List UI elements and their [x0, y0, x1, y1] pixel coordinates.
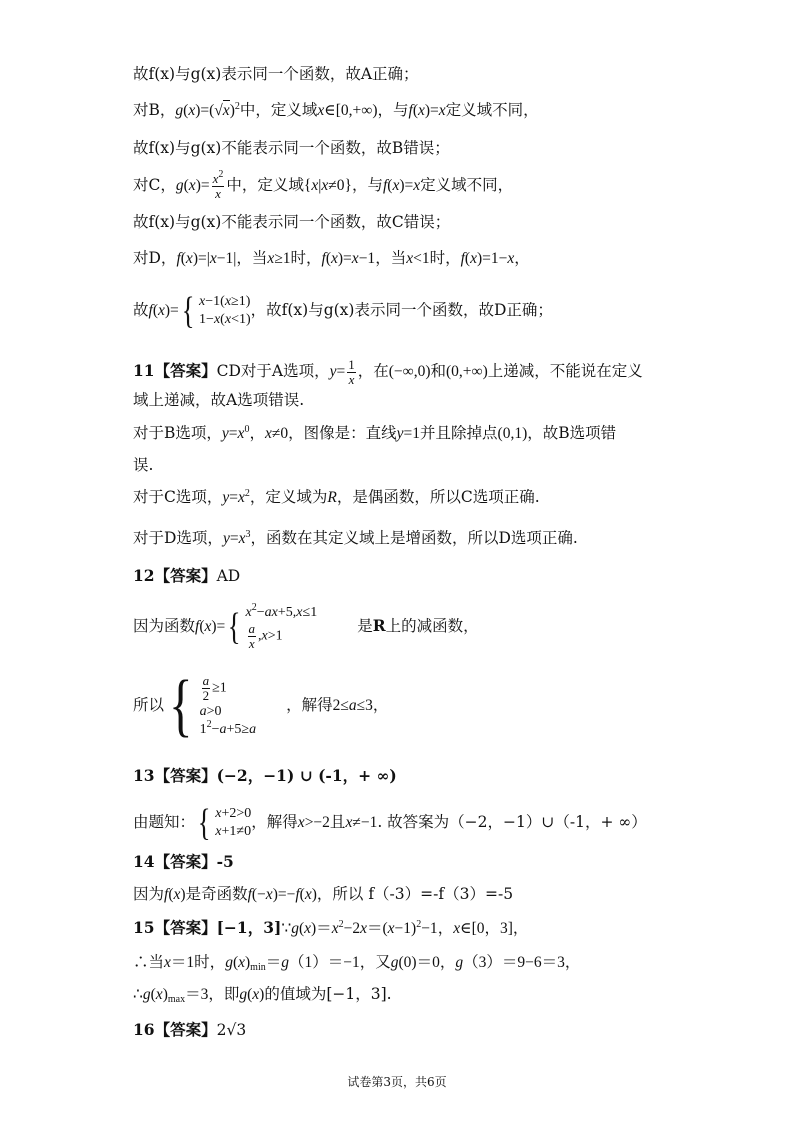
text: ，是偶函数，所以C选项正确. — [336, 488, 540, 506]
q13-line1 — [133, 766, 397, 786]
text: ，与 — [351, 176, 383, 195]
q14-line2 — [133, 884, 513, 905]
line-conclusion-c — [133, 212, 450, 232]
answer-label: 【答案】 — [154, 566, 217, 585]
math-domain-set: {x|x≠0} — [303, 177, 352, 195]
math-abs: f(x)=|x−1| — [176, 250, 237, 267]
q11-line3 — [133, 423, 616, 444]
text: ∵ — [281, 919, 292, 937]
math-g3: g（3）＝9−6＝3， — [455, 954, 581, 971]
math-fx: f(x)= — [195, 618, 226, 635]
q15-line2 — [133, 952, 580, 973]
q14-line1 — [133, 852, 234, 872]
line-piecewise-d — [133, 292, 553, 330]
text: ，当 — [375, 249, 407, 267]
math-cond: x≥1 — [267, 250, 291, 267]
question-number: 11 — [133, 361, 155, 381]
answer-label: 【答案】 — [154, 852, 217, 871]
text: 故f(x)与g(x)不能表示同一个函数，故B错误； — [133, 139, 450, 157]
answer-label: 【答案】 — [154, 918, 217, 937]
text: 对于D选项， — [133, 529, 223, 547]
math-domain: x∈[0,+∞) — [317, 102, 378, 119]
text: ，在 — [357, 362, 389, 381]
text: 并且除掉点 — [420, 424, 498, 442]
text: ，所以 f（-3）=-f（3）=-5 — [316, 885, 514, 903]
answer-value: 2√3 — [216, 1021, 247, 1039]
inequality-system: { x+2>0 x+1≠0 — [197, 802, 252, 844]
math-g0: g(0)＝0 — [390, 954, 440, 971]
line-option-d: 对D，f(x)=|x−1|，当x≥1时，f(x)=x−1，当x<1时，f(x)=1−x， — [133, 249, 530, 267]
q16-line1 — [133, 1020, 246, 1040]
text: ∴当 — [133, 953, 165, 971]
text: 对B， — [133, 101, 176, 119]
q15-line1 — [133, 918, 528, 939]
text: 所以 — [133, 696, 165, 714]
text: 时， — [194, 953, 226, 971]
math-point: (0,1) — [497, 425, 528, 442]
math-y-recip: y= $\frac{1}{x}$ — [329, 357, 355, 387]
text: 对于B选项， — [133, 424, 222, 442]
q11-line5 — [133, 487, 540, 508]
math-gx: $g(x)=x^2-2x=(x-1)^2-1$ — [291, 919, 438, 937]
text: ，图像是：直线 — [288, 424, 397, 442]
math-cond: x>−2 — [297, 814, 330, 831]
math-R-bold: R — [372, 616, 386, 635]
question-number: 12 — [133, 566, 155, 585]
text: . 故答案为（−2，−1）∪（-1，+ ∞） — [377, 813, 647, 831]
text: 定义域不同， — [445, 101, 539, 119]
math-y-x2: $y=x^2$ — [222, 488, 250, 506]
text: 对于C选项， — [133, 488, 223, 506]
text: 的值域为[−1，3]. — [264, 985, 392, 1003]
math-interval: (−∞,0) — [388, 363, 431, 381]
math-case1: f(x)=x−1 — [321, 250, 376, 267]
q11-line1 — [133, 358, 643, 387]
math-gmin: $g(x)_{min}=g(1)=-1$ — [225, 954, 360, 973]
math-domain: x∈[0，3]， — [453, 920, 529, 937]
line-option-b — [133, 100, 539, 121]
text: 中，定义域 — [226, 176, 304, 195]
text: 对于A选项， — [240, 362, 330, 381]
line-conclusion-b — [133, 138, 450, 158]
text: 上递减，不能说在定义 — [487, 362, 643, 381]
q11-line4 — [133, 455, 153, 475]
math-fx: f(x) — [164, 886, 186, 903]
text: ，解得 — [251, 813, 298, 831]
inequality-system: { $\frac{a}{2}$ ≥1 a>0 $1^2-a+5\ge a$ — [169, 667, 257, 744]
math-interval: (0,+∞) — [446, 363, 488, 381]
answer-label: 【答案】 — [154, 1020, 217, 1039]
text: 故 — [133, 301, 149, 319]
text: ，与 — [377, 101, 409, 119]
math-R: R — [327, 489, 337, 506]
math-y1: y=1 — [396, 425, 421, 442]
text: 时， — [429, 249, 461, 267]
piecewise-system: { x−1(x≥1) 1−x(x<1) — [181, 290, 251, 332]
text: 是奇函数 — [185, 885, 248, 903]
text: 是 — [357, 617, 373, 635]
text: 且 — [329, 813, 346, 831]
math-gx: g(x) — [239, 986, 265, 1003]
text: ，即 — [208, 985, 240, 1003]
math-y-x0: $y=x^0$，x≠0 — [221, 424, 289, 442]
text: 中，定义域 — [239, 101, 318, 119]
text: 上的减函数， — [385, 617, 479, 635]
math-x1: x＝1 — [164, 954, 195, 971]
answer-value: [−1，3] — [216, 918, 282, 937]
q11-line2 — [133, 390, 304, 410]
text: ∴ — [133, 985, 143, 1003]
question-number: 13 — [133, 766, 155, 785]
question-number: 14 — [133, 852, 155, 871]
text: ，定义域为 — [249, 488, 328, 506]
answer-value: (−2，−1) ∪ (-1，+ ∞) — [216, 766, 397, 785]
text: ，当 — [236, 249, 268, 267]
page-footer: 试卷第3页，共6页 — [347, 1075, 447, 1089]
text: 故f(x)与g(x)不能表示同一个函数，故C错误； — [133, 213, 451, 231]
math-y-x3: $y=x^3$ — [222, 529, 251, 547]
q15-line3 — [133, 984, 392, 1005]
text: 由题知： — [133, 813, 196, 831]
piecewise-system: { $x^2-ax+5,x\le 1$ $\frac{a}{x}$ ,x>1 — [228, 601, 318, 651]
text: ，故f(x)与g(x)表示同一个函数，故D正确； — [250, 301, 553, 319]
q12-line1 — [133, 566, 240, 586]
math-odd: f(−x)=−f(x) — [247, 886, 317, 903]
answer-value: -5 — [216, 852, 234, 871]
math-case2: f(x)=1−x — [460, 250, 515, 267]
text: ，故B选项错 — [527, 424, 617, 442]
math-g-sqrt: $g(x)=(√x)^2$ — [175, 101, 240, 119]
text: ， — [437, 919, 454, 937]
math-cond: x≠−1 — [345, 814, 378, 831]
question-number: 15 — [133, 918, 155, 937]
math-g-frac: g(x)= $\frac{x^2}{x}$ — [175, 169, 224, 201]
text: 故f(x)与g(x)表示同一个函数，故A正确； — [133, 65, 419, 83]
text: ，函数在其定义域上是增函数，所以D选项正确. — [250, 529, 578, 547]
math-result: 2≤a≤3 — [332, 697, 373, 714]
q12-line2 — [133, 596, 479, 657]
line-option-c — [133, 169, 514, 201]
answer-label: 【答案】 — [154, 766, 217, 785]
math-piecewise: f(x)= — [148, 302, 179, 319]
text: 误. — [133, 456, 154, 474]
text: 和 — [430, 362, 447, 381]
math-cond: x<1 — [406, 250, 430, 267]
question-number: 16 — [133, 1020, 155, 1039]
text: 时， — [290, 249, 322, 267]
q11-line6 — [133, 528, 578, 549]
text: ， — [439, 953, 456, 971]
line-conclusion-a — [133, 64, 419, 84]
text: ，解得 — [286, 696, 333, 714]
math-fx: f(x)=x — [382, 177, 421, 195]
q13-line2 — [133, 800, 647, 845]
text: 对C， — [133, 176, 176, 195]
answer-value: CD — [216, 362, 241, 381]
text: ，又 — [359, 953, 391, 971]
math-fx: f(x)=x — [408, 102, 446, 119]
answer-value: AD — [216, 567, 241, 585]
text: 域上递减，故A选项错误. — [133, 391, 305, 409]
text: 因为函数 — [133, 617, 196, 635]
answer-label: 【答案】 — [154, 361, 217, 381]
text: 定义域不同， — [420, 176, 514, 195]
text: 对D， — [133, 249, 177, 267]
math-gmax: $g(x)_{max}=3$ — [142, 986, 209, 1005]
q12-line3: 所以 { $\frac{a}{2}$ ≥1 a>0 $1^2-a+5\ge a$ ，解得2≤a≤3， — [133, 667, 389, 744]
text: 因为 — [133, 885, 165, 903]
